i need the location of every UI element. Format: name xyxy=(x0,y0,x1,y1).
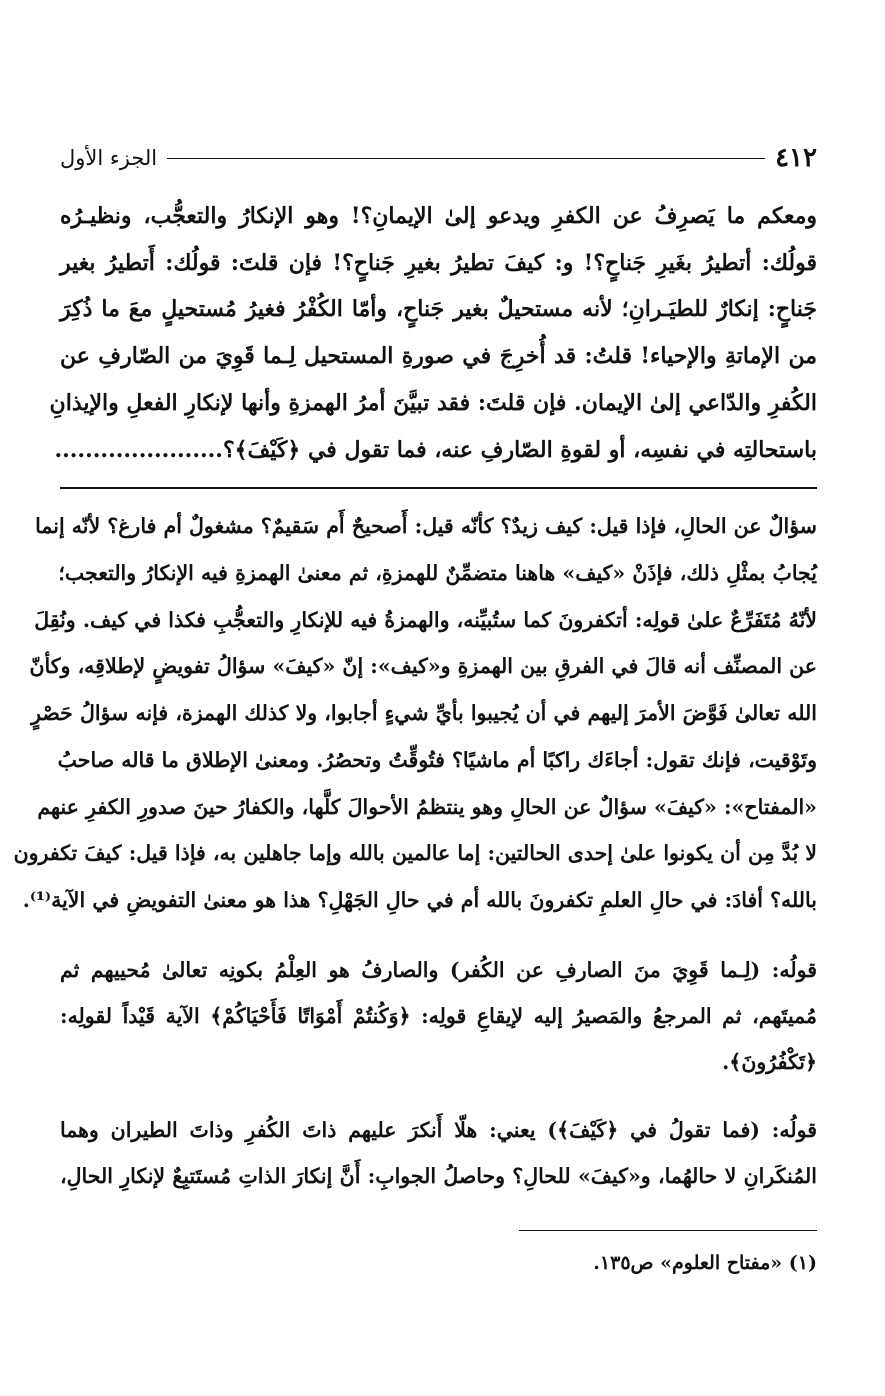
main-line: جَناحٍ: إنكارٌ للطيَـرانِ؛ لأنه مستحيلٌ بغير جَناحٍ، وأمّا الكُفْرُ فغيرُ مُستحيلٍ معَ ما ذُكِرَ xyxy=(60,296,817,322)
paragraph-three-line: المُنكَرانِ لا حالهُما، و«كيفَ» للحالِ؟ وحاصلُ الجوابِ: أَنَّ إنكارَ الذاتِ مُستَتبِعٌ لإنكارِ الحالِ، xyxy=(60,1164,817,1188)
commentary-line: «المفتاح»: «كيفَ» سؤالٌ عن الحالِ وهو ينتظمُ الأحوالَ كلَّها، والكفارُ حينَ صدورِ الكفرِ عنهم xyxy=(37,795,817,819)
paragraph-two-line: ﴿تَكْفُرُونَ﴾. xyxy=(722,1050,817,1074)
commentary-line: الله تعالىٰ فَوَّضَ الأمرَ إليهم في أن يُجيبوا بأيِّ شيءٍ أجابوا، ولا كذلك الهمزة، فإنه سؤالُ حَصْرٍ xyxy=(31,701,817,725)
paragraph-two-line: قولُه: (لِـما قَوِيَ منَ الصارفِ عن الكُفر) والصارفُ هو العِلْمُ بكونِه تعالىٰ مُحييهم ثم xyxy=(60,958,817,982)
commentary-line: وتَوْقيت، فإنك تقول: أجاءَك راكبًا أم ماشيًا؟ فتُوقِّتُ وتحصُرُ. ومعنىٰ الإطلاق ما قاله صاحبُ xyxy=(57,748,817,772)
commentary-line: عن المصنِّف أنه قالَ في الفرقِ بين الهمزةِ و«كيف»: إنّ «كيفَ» سؤالُ تفويضٍ لإطلاقِه، وكأنّ xyxy=(29,654,817,678)
main-line: من الإماتةِ والإحياء! قلتُ: قد أُخرِجَ في صورةِ المستحيل لِـما قَوِيَ من الصّارفِ عن xyxy=(60,343,817,369)
commentary-line: بالله؟ أفادَ: في حالِ العلمِ تكفرونَ بالله أم في حالِ الجَهْلِ؟ هذا هو معنىٰ التفويضِ في الآية⁽¹⁾. xyxy=(22,888,817,912)
footnote: (١) «مفتاح العلوم» ص١٣٥. xyxy=(593,1252,817,1274)
paragraph-three-line: قولُه: (فما تقولُ في ﴿كَيْفَ﴾) يعني: هلّا أَنكرَ عليهم ذاتَ الكُفرِ وذاتَ الطيران وهما xyxy=(60,1118,817,1142)
main-line: الكُفرِ والدّاعي إلىٰ الإيمان. فإن قلتَ: فقد تبيَّنَ أمرُ الهمزةِ وأنها لإنكارِ الفعلِ والإيذانِ xyxy=(49,390,817,416)
page-header xyxy=(60,138,817,178)
main-line: ومعكم ما يَصرِفُ عن الكفرِ ويدعو إلىٰ الإيمانِ؟! وهو الإنكارُ والتعجُّب، ونظيـرُه xyxy=(60,203,817,229)
commentary-line: لا بُدَّ مِن أن يكونوا علىٰ إحدى الحالتين: إما عالمين بالله وإما جاهلين به، فإذا قيل: كيفَ تكفرون xyxy=(13,841,817,865)
header-rule xyxy=(167,158,765,159)
volume-title: الجزء الأول xyxy=(60,146,158,170)
paragraph-two-line: مُميتَهم، ثم المرجعُ والمَصيرُ إليه لإيقاعِ قولِه: ﴿وَكُنتُمْ أَمْوَاتًا فَأَحْيَاكُمْ﴾ الآية قَيْداً لقولِه: xyxy=(60,1004,817,1028)
commentary-line: يُجابُ بمثْلِ ذلك، فإذَنْ «كيف» هاهنا متضمِّنٌ للهمزةِ، ثم معنىٰ الهمزةِ فيه الإنكارُ والتعجب؛ xyxy=(58,561,817,585)
page-number: ٤١٢ xyxy=(775,143,817,173)
section-divider xyxy=(60,487,817,489)
commentary-line: لأنّهُ مُتَفَرِّعٌ علىٰ قولِه: أتكفرونَ كما ستُبيِّنه، والهمزةُ فيه للإنكارِ والتعجُّبِ فكذا في كيف. ونُقِلَ xyxy=(34,608,817,632)
footnote-rule xyxy=(519,1230,817,1231)
main-line: باستحالتِه في نفسِه، أو لقوةِ الصّارفِ عنه، فما تقول في ﴿كَيْفَ﴾؟...................... xyxy=(54,437,817,463)
commentary-line: سؤالٌ عن الحالِ، فإذا قيل: كيف زيدٌ؟ كأنّه قيل: أَصحيحٌ أَم سَقيمٌ؟ مشغولٌ أم فارغ؟ لأنّه إنما xyxy=(35,514,817,538)
main-line: قولُك: أتطيرُ بغَيرِ جَناحٍ؟! و: كيفَ تطيرُ بغيرِ جَناحٍ؟! فإن قلتَ: قولُك: أَتطيرُ بغير xyxy=(60,250,817,276)
